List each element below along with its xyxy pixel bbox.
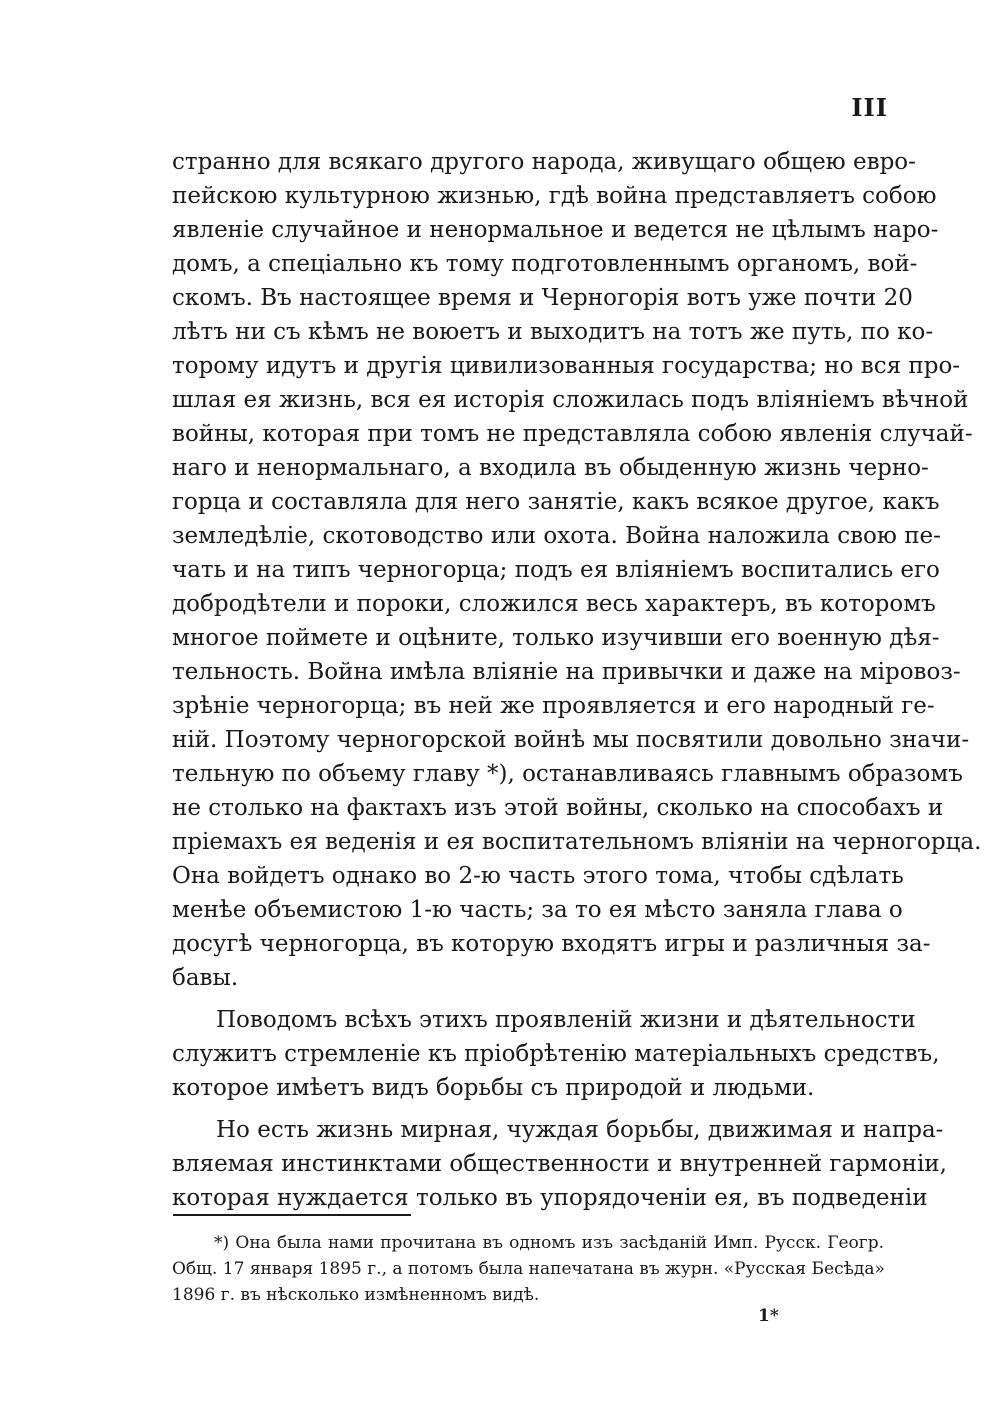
text-line: досугѣ черногорца, въ которую входятъ игры и различныя за- — [172, 931, 931, 957]
text-line: наго и ненормальнаго, а входила въ обыденную жизнь черно- — [172, 455, 929, 481]
text-line: которое имѣетъ видъ борьбы съ природой и людьми. — [172, 1075, 815, 1101]
printer-signature-mark: 1* — [758, 1306, 779, 1326]
text-line: Она войдетъ однако во 2-ю часть этого тома, чтобы сдѣлать — [172, 863, 904, 889]
text-line: ній. Поэтому черногорской войнѣ мы посвятили довольно значи- — [172, 727, 970, 753]
body-text — [172, 145, 982, 1215]
text-line: служитъ стремленіе къ пріобрѣтенію матеріальныхъ средствъ, — [172, 1041, 940, 1067]
paragraph-1 — [172, 145, 982, 995]
text-line: горца и составляла для него занятіе, какъ всякое другое, какъ — [172, 489, 940, 515]
text-line: не столько на фактахъ изъ этой войны, сколько на способахъ и — [172, 795, 944, 821]
text-line: тельную по объему главу *), останавливаясь главнымъ образомъ — [172, 761, 963, 787]
text-line: добродѣтели и пороки, сложился весь характеръ, въ которомъ — [172, 591, 936, 617]
text-line: Поводомъ всѣхъ этихъ проявленій жизни и дѣятельности — [216, 1007, 916, 1033]
paragraph-2 — [172, 1003, 940, 1105]
text-line: лѣтъ ни съ кѣмъ не воюетъ и выходитъ на тотъ же путь, по ко- — [172, 319, 934, 345]
text-line: домъ, а спеціально къ тому подготовленнымъ органомъ, вой- — [172, 251, 918, 277]
text-line: пріемахъ ея веденія и ея воспитательномъ вліяніи на черногорца. — [172, 829, 982, 855]
text-line: менѣе объемистою 1-ю часть; за то ея мѣсто заняла глава о — [172, 897, 903, 923]
footnote-line: Общ. 17 января 1895 г., а потомъ была напечатана въ журн. «Русская Бесѣда» — [172, 1259, 885, 1279]
paragraph-3 — [172, 1113, 947, 1215]
page-number: III — [851, 93, 888, 122]
text-line: пейскою культурною жизнью, гдѣ война представляетъ собою — [172, 183, 937, 209]
text-line: тельность. Война имѣла вліяніе на привычки и даже на міровоз- — [172, 659, 961, 685]
text-line: войны, которая при томъ не представляла собою явленія случай- — [172, 421, 973, 447]
text-line: многое поймете и оцѣните, только изучивши его военную дѣя- — [172, 625, 940, 651]
text-line: Но есть жизнь мирная, чуждая борьбы, движимая и напра- — [216, 1117, 944, 1143]
text-line: земледѣліе, скотоводство или охота. Война наложила свою пе- — [172, 523, 941, 549]
text-line: скомъ. Въ настоящее время и Черногорія вотъ уже почти 20 — [172, 285, 913, 311]
text-line: явленіе случайное и ненормальное и ведется не цѣлымъ наро- — [172, 217, 939, 243]
text-line: чать и на типъ черногорца; подъ ея вліяніемъ воспитались его — [172, 557, 940, 583]
footnote-divider — [173, 1214, 411, 1216]
text-line: торому идутъ и другія цивилизованныя государства; но вся про- — [172, 353, 961, 379]
text-line: странно для всякаго другого народа, живущаго общею евро- — [172, 149, 916, 175]
footnote — [172, 1230, 884, 1308]
text-line: которая нуждается только въ упорядоченіи ея, въ подведеніи — [172, 1185, 928, 1211]
text-line: бавы. — [172, 965, 239, 991]
text-line: зрѣніе черногорца; въ ней же проявляется и его народный ге- — [172, 693, 935, 719]
footnote-line: 1896 г. въ нѣсколько измѣненномъ видѣ. — [172, 1285, 540, 1305]
text-line: вляемая инстинктами общественности и внутренней гармоніи, — [172, 1151, 947, 1177]
text-line: шлая ея жизнь, вся ея исторія сложилась подъ вліяніемъ вѣчной — [172, 387, 969, 413]
footnote-line: *) Она была нами прочитана въ одномъ изъ засѣданій Имп. Русск. Геогр. — [214, 1233, 884, 1253]
